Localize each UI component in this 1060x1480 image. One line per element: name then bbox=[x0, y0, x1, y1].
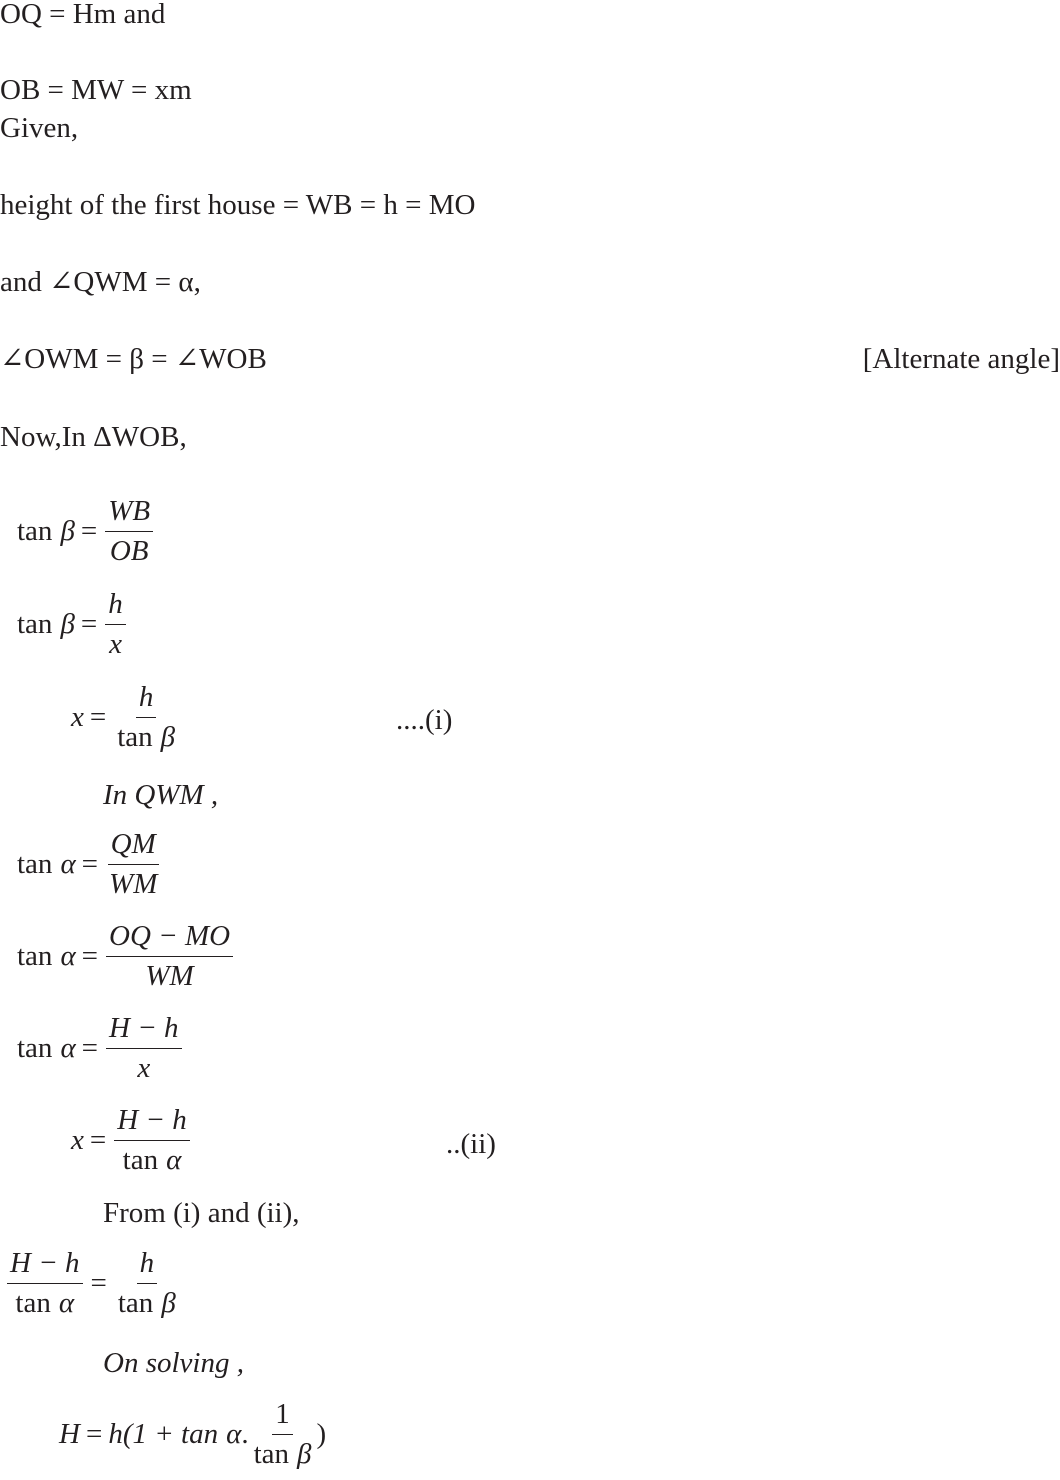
equals-sign: = bbox=[81, 940, 99, 972]
den-var: β bbox=[160, 721, 176, 753]
den-fn: tan bbox=[253, 1438, 290, 1470]
equation-final-h bbox=[59, 1400, 326, 1469]
dot-operator: . bbox=[241, 1418, 249, 1450]
numerator: h bbox=[105, 590, 126, 625]
equation-combined bbox=[5, 1249, 181, 1318]
den-fn: tan bbox=[15, 1287, 51, 1319]
numerator: H − h bbox=[114, 1106, 190, 1141]
fraction bbox=[114, 683, 178, 752]
equals-sign: = bbox=[81, 848, 99, 880]
eq-var: β bbox=[60, 515, 75, 547]
line-oq-h: OQ = Hm and bbox=[0, 0, 166, 30]
den-var: α bbox=[166, 1144, 182, 1176]
alternate-angle-note: [Alternate angle] bbox=[862, 343, 1060, 375]
eq-lhs: H bbox=[59, 1418, 80, 1450]
fraction bbox=[105, 590, 126, 659]
fraction bbox=[106, 1014, 182, 1083]
fraction bbox=[106, 830, 160, 899]
equals-sign: = bbox=[85, 1418, 103, 1450]
fraction bbox=[106, 922, 233, 991]
eq-var: α bbox=[60, 848, 76, 880]
eq-fn: tan bbox=[17, 1032, 53, 1064]
numerator: h bbox=[136, 683, 157, 718]
equals-sign: = bbox=[80, 608, 98, 640]
den-var: β bbox=[297, 1438, 312, 1470]
equals-sign: = bbox=[89, 701, 107, 733]
denominator: WM bbox=[109, 868, 158, 900]
equation-tan-alpha-h-x bbox=[17, 1014, 184, 1083]
den-fn: tan bbox=[117, 721, 153, 753]
den-fn: tan bbox=[122, 1144, 159, 1176]
eq-var: α bbox=[60, 940, 76, 972]
close-paren: ) bbox=[316, 1418, 327, 1450]
line-ob-mw: OB = MW = xm bbox=[0, 74, 192, 106]
equals-sign: = bbox=[80, 515, 98, 547]
eq-fn: tan bbox=[17, 515, 53, 547]
line-from-i-and-ii: From (i) and (ii), bbox=[103, 1197, 300, 1229]
eq-var: α bbox=[60, 1032, 76, 1064]
eq-lhs: x bbox=[71, 1124, 84, 1156]
fraction bbox=[105, 497, 153, 566]
eq-pre: h(1 + tan bbox=[108, 1418, 219, 1450]
fraction-right bbox=[115, 1249, 179, 1318]
equation-tag-i: ....(i) bbox=[396, 704, 453, 736]
eq-var: α bbox=[226, 1418, 242, 1450]
numerator: WB bbox=[105, 497, 153, 532]
denominator: OB bbox=[109, 535, 149, 567]
eq-fn: tan bbox=[17, 608, 53, 640]
line-now-in-wob: Now,In ΔWOB, bbox=[0, 421, 187, 453]
fraction bbox=[114, 1106, 190, 1175]
line-in-qwm: In QWM , bbox=[103, 779, 219, 811]
numerator: QM bbox=[108, 830, 159, 865]
line-height-first-house: height of the first house = WB = h = MO bbox=[0, 189, 476, 221]
denominator: WM bbox=[145, 960, 194, 992]
equation-tan-beta-wb-ob bbox=[17, 497, 155, 566]
den-fn: tan bbox=[117, 1287, 154, 1319]
equation-tan-alpha-qm-wm bbox=[17, 830, 162, 899]
fraction bbox=[251, 1400, 315, 1469]
line-given: Given, bbox=[0, 112, 79, 144]
equation-x-h-tan-beta bbox=[71, 683, 180, 752]
equals-sign: = bbox=[89, 1124, 107, 1156]
eq-fn: tan bbox=[17, 848, 53, 880]
den-var: β bbox=[161, 1287, 176, 1319]
numerator: OQ − MO bbox=[106, 922, 233, 957]
equation-tag-ii: ..(ii) bbox=[446, 1128, 496, 1160]
line-on-solving: On solving , bbox=[103, 1347, 244, 1379]
line-angle-qwm: and ∠QWM = α, bbox=[0, 266, 201, 298]
numerator: H − h bbox=[106, 1014, 182, 1049]
numerator: H − h bbox=[7, 1249, 83, 1284]
denominator: x bbox=[137, 1052, 151, 1084]
line-angle-owm: ∠OWM = β = ∠WOB bbox=[0, 343, 267, 375]
equation-tan-alpha-oq-mo bbox=[17, 922, 235, 991]
numerator: 1 bbox=[272, 1400, 293, 1435]
eq-var: β bbox=[60, 608, 75, 640]
equals-sign: = bbox=[81, 1032, 99, 1064]
numerator: h bbox=[137, 1249, 158, 1284]
fraction-left bbox=[7, 1249, 83, 1318]
equation-x-h-tan-alpha bbox=[71, 1106, 192, 1175]
equation-tan-beta-h-x bbox=[17, 590, 128, 659]
eq-lhs: x bbox=[71, 701, 84, 733]
equals-sign: = bbox=[90, 1267, 107, 1299]
eq-fn: tan bbox=[17, 940, 53, 972]
denominator: x bbox=[109, 628, 122, 660]
den-var: α bbox=[58, 1287, 75, 1319]
